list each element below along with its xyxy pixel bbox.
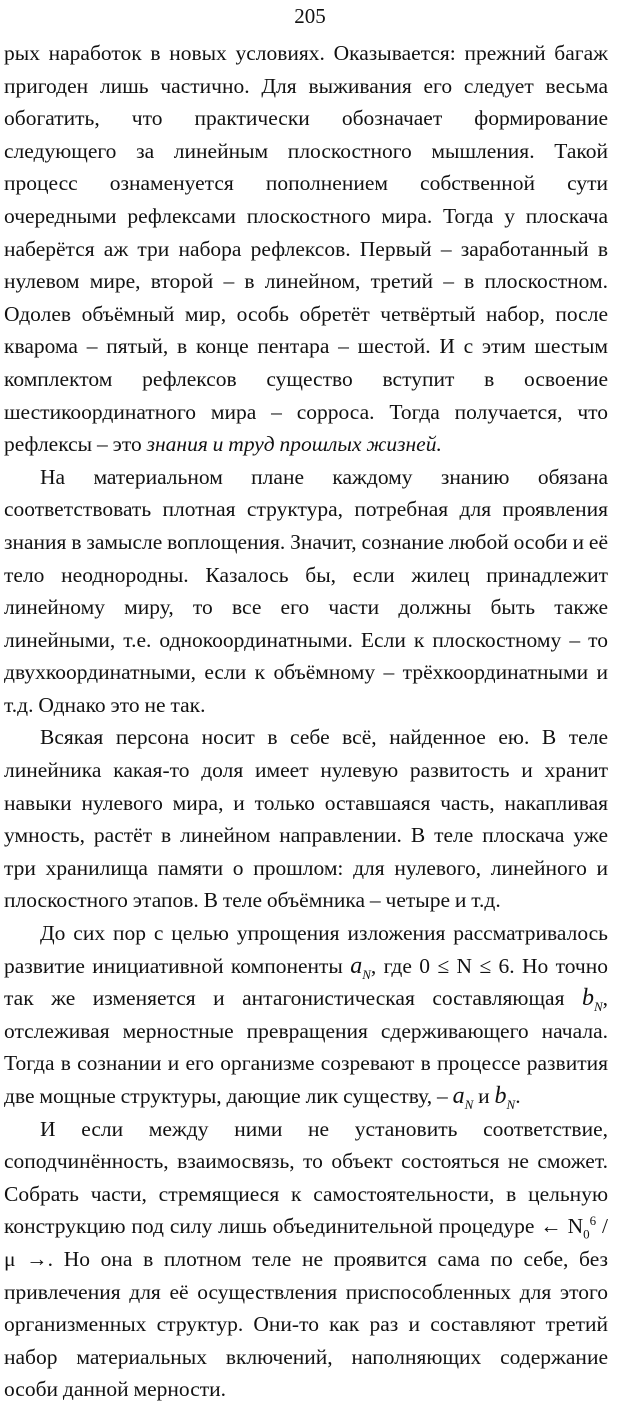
- page-number: 205: [294, 4, 326, 28]
- paragraph-4-text-1: До сих пор с целью упрощения изложения рассматривалось развитие инициативной компоненты: [4, 921, 608, 978]
- var-a-n: [350, 952, 371, 982]
- var-b-n-second: [494, 1083, 516, 1112]
- var-a-subscript: N: [362, 966, 371, 982]
- paragraph-1-text: рых наработок в новых условиях. Оказывается: прежний багаж пригоден лишь частично. Для выживания его следует весьма обогатить, что практически обозначает формирование следующего за линейным плоскостного мышления. Такой процесс ознаменуется пополнением собственной сути очередными рефлексами плоскостного мира. Тогда у плоскача наберётся аж три набора рефлексов. Первый – заработанный в нулевом мире, второй – в линейном, третий – в плоскостном. Одолев объёмный мир, особь обретёт четвёртый набор, после кварома – пятый, в конце пентара – шестой. И с этим шестым комплектом рефлексов существо вступит в освоение шестикоординатного мира – сорроса. Тогда получается, что рефлексы – это: [4, 41, 608, 457]
- paragraph-4-text-2: , где 0 ≤ N ≤ 6. Но точно так же изменяется и антагонистическая составляющая: [4, 953, 608, 1011]
- paragraph-5: [4, 1113, 608, 1406]
- var-b-n: [581, 985, 603, 1015]
- var-b-letter: b: [581, 985, 594, 1012]
- var-a-n-second: [452, 1083, 474, 1112]
- paragraph-4: [4, 917, 608, 1113]
- paragraph-1: [4, 37, 608, 461]
- var-a-letter-second: a: [452, 1083, 465, 1109]
- var-a-letter: a: [350, 952, 363, 979]
- paragraph-5-text-1: И если между ними не установить соответствие, соподчинённость, взаимосвязь, то объект состояться не сможет. Собрать части, стремящиеся к самостоятельности, в цельную конструкцию под силу лишь объединительной процедуре ← N: [4, 1116, 608, 1239]
- var-b-subscript: N: [593, 999, 603, 1015]
- n-superscript-six: 6: [589, 1213, 597, 1229]
- page-body: [4, 37, 608, 1406]
- n-subscript-zero: 0: [583, 1226, 590, 1242]
- paragraph-2: На материальном плане каждому знанию обязана соответствовать плотная структура, потребная для проявления знания в замысле воплощения. Значит, сознание любой особи и её тело неоднородны. Казалось бы, если жилец принадлежит линейному миру, то все его части должны быть также линейными, т.е. однокоординатными. Если к плоскостному – то двухкоординатными, если к объёмному – трёхкоординатными и т.д. Однако это не так.: [4, 464, 608, 717]
- var-b-letter-second: b: [494, 1083, 507, 1109]
- paragraph-4-text-5: .: [515, 1084, 521, 1108]
- paragraph-4-text-3: , отслеживая мерностные превращения сдерживающего начала. Тогда в сознании и его организме созревают в процессе развития две мощные структуры, дающие лик существу, –: [4, 986, 608, 1108]
- paragraph-3: Всякая персона носит в себе всё, найденное ею. В теле линейника какая-то доля имеет нулевую развитость и хранит навыки нулевого мира, и только оставшаяся часть, накапливая умность, растёт в линейном направлении. В теле плоскача уже три хранилища памяти о прошлом: для нулевого, линейного и плоскостного этапов. В теле объёмника – четыре и т.д.: [4, 725, 608, 913]
- var-b-subscript-second: N: [506, 1096, 516, 1112]
- paragraph-1-italic-phrase: знания и труд прошлых жизней.: [146, 432, 442, 457]
- paragraph-4-text-4: и: [473, 1084, 495, 1108]
- paragraph-5-text-2: / μ →. Но она в плотном теле не проявится сама по себе, без привлечения для её осуществления приспособленных для этого организменных структур. Они-то как раз и составляют третий набор материальных включений, наполняющих содержание особи данной мерности.: [4, 1214, 608, 1402]
- var-a-subscript-second: N: [464, 1096, 474, 1112]
